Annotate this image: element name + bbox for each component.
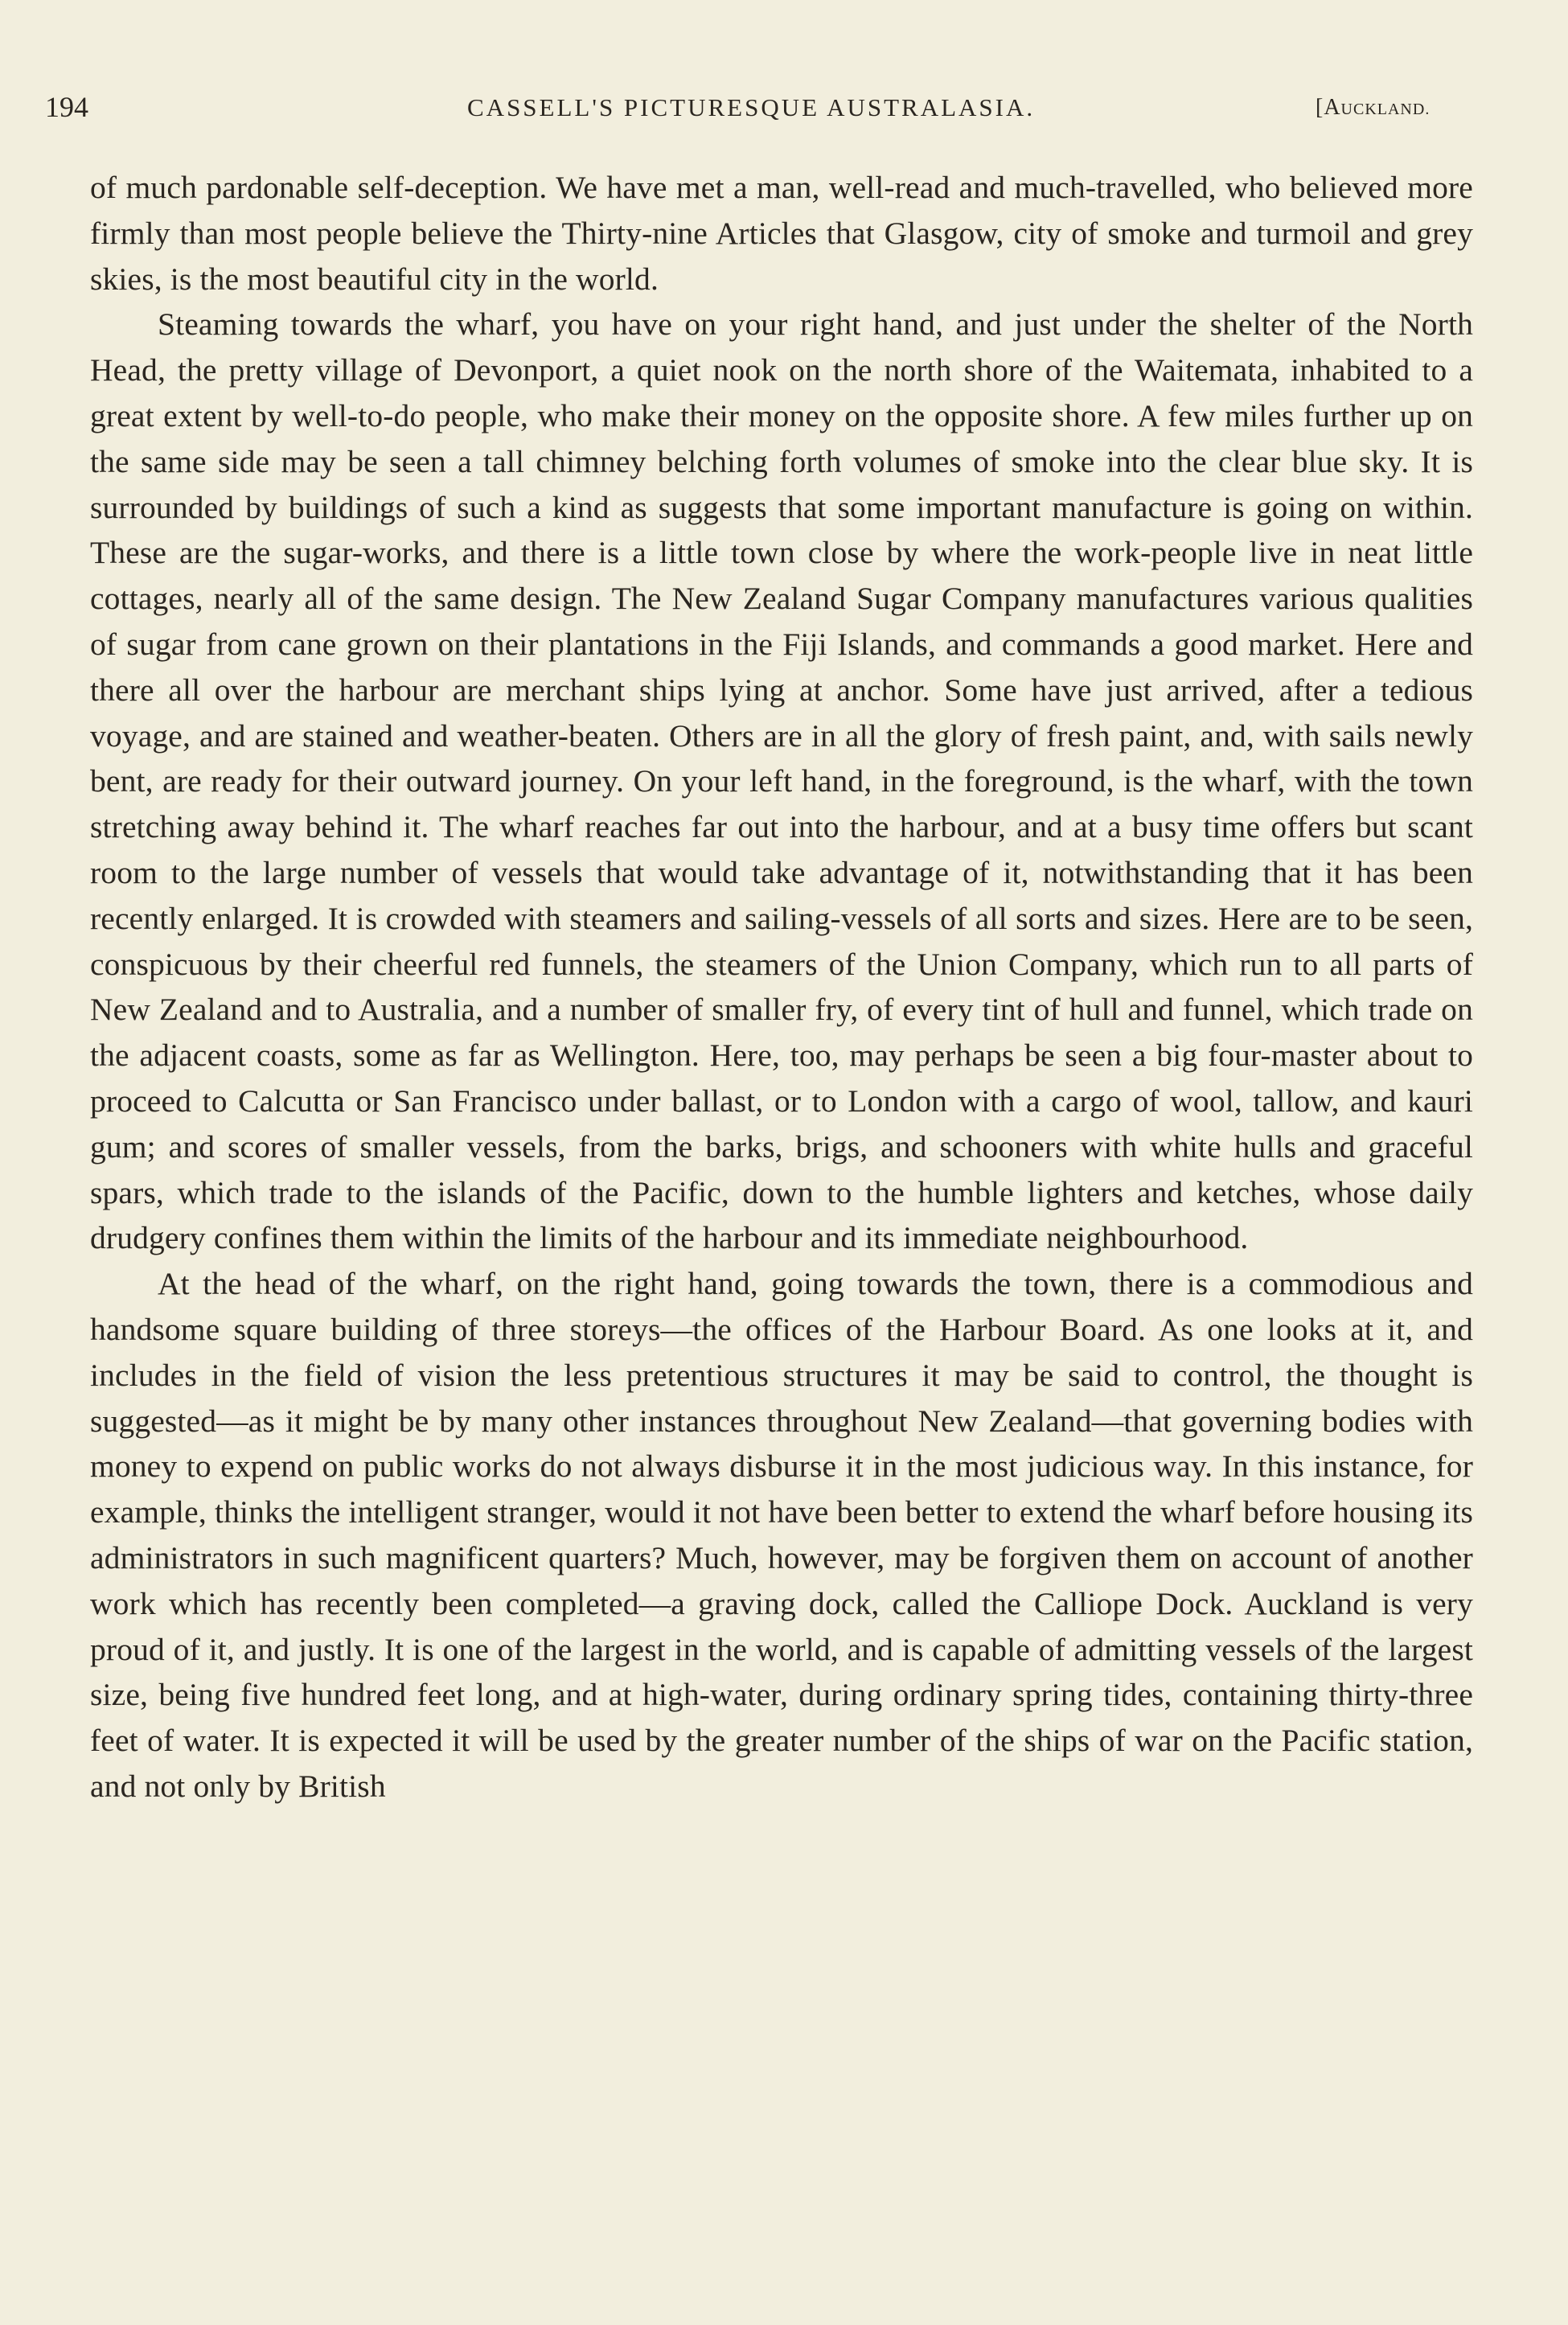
section-tag-bracket: [A <box>1316 95 1341 120</box>
running-title: CASSELL'S PICTURESQUE AUSTRALASIA. <box>467 93 1036 121</box>
paragraph-continued: of much pardonable self-deception. We have met a man, well-read and much-travelled, who believed more firmly than most people believe the Thirty-nine Articles that Glasgow, city of smoke and turmoil and grey skies, is the most beautiful city in the world. <box>90 170 1473 297</box>
paragraph-wharf-approach: Steaming towards the wharf, you have on your right hand, and just under the shelter of the North Head, the pretty village of Devonport, a quiet nook on the north shore of the Waitemata, inhabited to a great extent by well-to-do people, who make their money on the opposite shore. A few miles further up on the same side may be seen a tall chimney belching forth volumes of smoke into the clear blue sky. It is surrounded by buildings of such a kind as suggests that some important manufacture is going on within. These are the sugar-works, and there is a little town close by where the work-people live in neat little cottages, nearly all of the same design. The New Zealand Sugar Company manufactures various qualities of sugar from cane grown on their plantations in the Fiji Islands, and commands a good market. Here and there all over the harbour are merchant ships lying at anchor. Some have just arrived, after a tedious voyage, and are stained and weather-beaten. Others are in all the glory of fresh paint, and, with sails newly bent, are ready for their outward journey. On your left hand, in the foreground, is the wharf, with the town stretching away behind it. The wharf reaches far out into the harbour, and at a busy time offers but scant room to the large number of vessels that would take advantage of it, notwithstanding that it has been recently enlarged. It is crowded with steamers and sailing-vessels of all sorts and sizes. Here are to be seen, conspicuous by their cheerful red funnels, the steamers of the Union Company, which run to all parts of New Zealand and to Australia, and a number of smaller fry, of every tint of hull and funnel, which trade on the adjacent coasts, some as far as Wellington. Here, too, may perhaps be seen a big four-master about to proceed to Calcutta or San Francisco under ballast, or to London with a cargo of wool, tallow, and kauri gum; and scores of smaller vessels, from the barks, brigs, and schooners with white hulls and graceful spars, which trade to the islands of the Pacific, down to the humble lighters and ketches, whose daily drudgery confines them within the limits of the harbour and its immediate neighbourhood. <box>90 306 1473 1256</box>
body-text <box>90 165 1473 1809</box>
paragraph-harbour-board: At the head of the wharf, on the right hand, going towards the town, there is a commodious and handsome square building of three storeys—the offices of the Harbour Board. As one looks at it, and includes in the field of vision the less pretentious structures it may be said to control, the thought is suggested—as it might be by many other instances throughout New Zealand—that governing bodies with money to expend on public works do not always disburse it in the most judicious way. In this instance, for example, thinks the intelligent stranger, would it not have been better to extend the wharf before housing its administrators in such magnificent quarters? Much, however, may be forgiven them on account of another work which has recently been completed—a graving dock, called the Calliope Dock. Auckland is very proud of it, and justly. It is one of the largest in the world, and is capable of admitting vessels of the largest size, being five hundred feet long, and at high-water, during ordinary spring tides, containing thirty-three feet of water. It is expected it will be used by the greater number of the ships of war on the Pacific station, and not only by British <box>90 1266 1473 1804</box>
section-tag <box>1316 95 1430 121</box>
section-tag-rest: UCKLAND. <box>1340 101 1430 118</box>
page-number: 194 <box>45 91 88 123</box>
running-head <box>45 90 1444 138</box>
